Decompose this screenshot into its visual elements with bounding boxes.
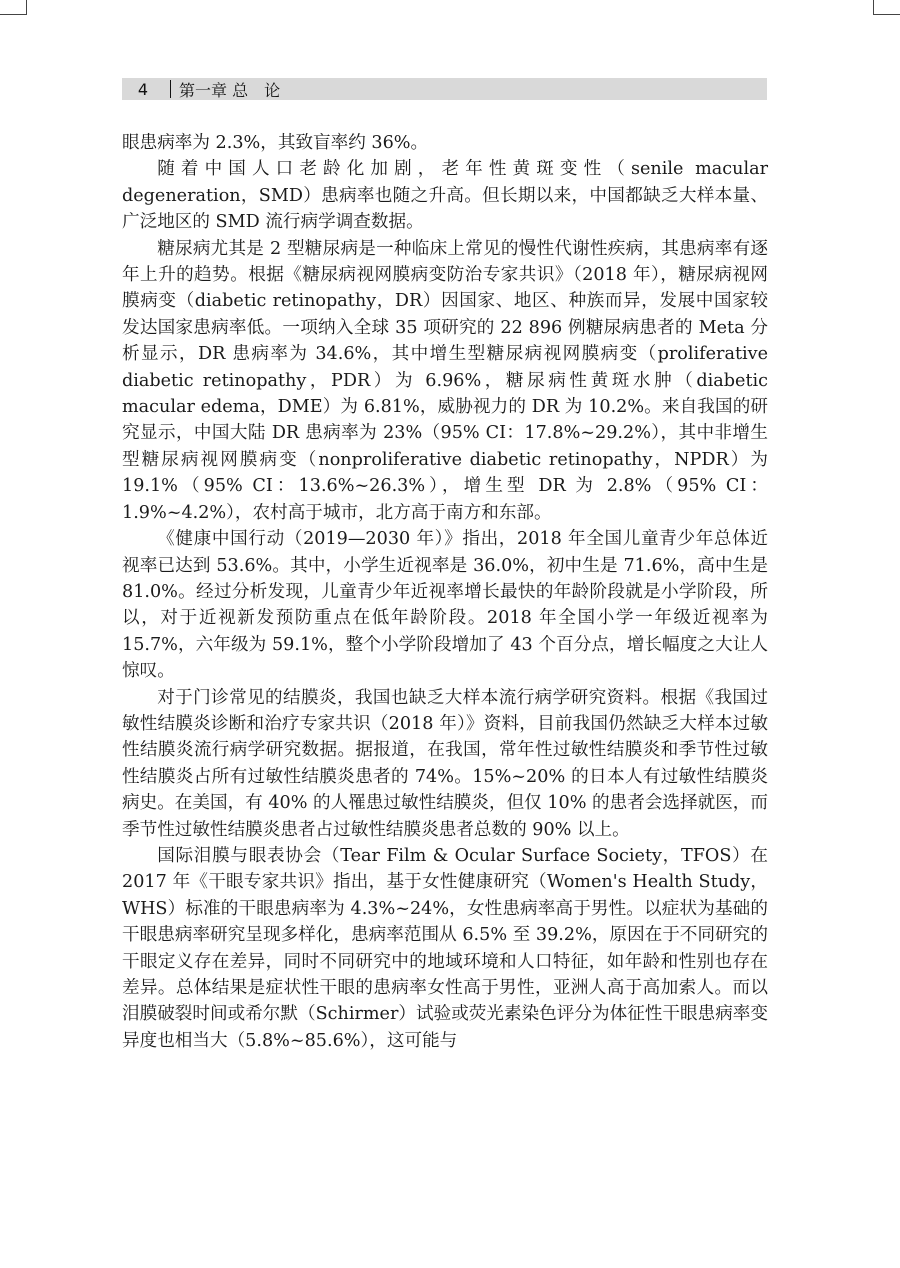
crop-mark-left xyxy=(0,0,27,15)
paragraph-5: 对于门诊常见的结膜炎，我国也缺乏大样本流行病学研究资料。根据《我国过敏性结膜炎诊断和治疗专家共识（2018 年）》资料，目前我国仍然缺乏大样本过敏性结膜炎流行病学研究数据。据报道，在我国，常年性过敏性结膜炎和季节性过敏性结膜炎占所有过敏性结膜炎患者的 74%。15%~20% 的日本人有过敏性结膜炎病史。在美国，有 40% 的人罹患过敏性结膜炎，但仅 10% 的患者会选择就医，而季节性过敏性结膜炎患者占过敏性结膜炎患者总数的 90% 以上。 xyxy=(122,687,768,840)
paragraph-1: 眼患病率为 2.3%，其致盲率约 36%。 xyxy=(122,133,429,153)
chapter-title: 第一章 总 论 xyxy=(179,80,281,100)
paragraph-2: 随着中国人口老龄化加剧，老年性黄斑变性（senile macular degeneration，SMD）患病率也随之升高。但长期以来，中国都缺乏大样本量、广泛地区的 SMD 流行病学调查数据。 xyxy=(122,159,768,233)
crop-mark-right xyxy=(873,0,900,15)
paragraph-4: 《健康中国行动（2019—2030 年）》指出，2018 年全国儿童青少年总体近视率已达到 53.6%。其中，小学生近视率是 36.0%，初中生是 71.6%，高中生是 81.0%。经过分析发现，儿童青少年近视率增长最快的年龄阶段就是小学阶段，所以，对于近视新发预防重点在低年龄阶段。2018 年全国小学一年级近视率为 15.7%，六年级为 59.1%，整个小学阶段增加了 43 个百分点，增长幅度之大让人惊叹。 xyxy=(122,529,768,682)
paragraph-3: 糖尿病尤其是 2 型糖尿病是一种临床上常见的慢性代谢性疾病，其患病率有逐年上升的趋势。根据《糖尿病视网膜病变防治专家共识》（2018 年），糖尿病视网膜病变（diabetic retinopathy，DR）因国家、地区、种族而异，发展中国家较发达国家患病率低。一项纳入全球 35 项研究的 22 896 例糖尿病患者的 Meta 分析显示，DR 患病率为 34.6%，其中增生型糖尿病视网膜病变（proliferative diabetic retinopathy，PDR）为 6.96%，糖尿病性黄斑水肿（diabetic macular edema，DME）为 6.81%，威胁视力的 DR 为 10.2%。来自我国的研究显示，中国大陆 DR 患病率为 23%（95% CI：17.8%~29.2%），其中非增生型糖尿病视网膜病变（nonproliferative diabetic retinopathy，NPDR）为 19.1%（95% CI：13.6%~26.3%），增生型 DR 为 2.8%（95% CI：1.9%~4.2%），农村高于城市，北方高于南方和东部。 xyxy=(122,238,768,523)
body-text xyxy=(122,130,768,1054)
paragraph-6: 国际泪膜与眼表协会（Tear Film & Ocular Surface Society，TFOS）在 2017 年《干眼专家共识》指出，基于女性健康研究（Women's Health Study，WHS）标准的干眼患病率为 4.3%~24%，女性患病率高于男性。以症状为基础的干眼患病率研究呈现多样化，患病率范围从 6.5% 至 39.2%，原因在于不同研究的干眼定义存在差异，同时不同研究中的地域环境和人口特征，如年龄和性别也存在差异。总体结果是症状性干眼的患病率女性高于男性，亚洲人高于高加索人。而以泪膜破裂时间或希尔默（Schirmer）试验或荧光素染色评分为体征性干眼患病率变异度也相当大（5.8%~85.6%），这可能与 xyxy=(122,845,768,1051)
page-number: 4 xyxy=(137,79,149,99)
running-header xyxy=(122,78,767,100)
header-divider xyxy=(170,80,171,98)
